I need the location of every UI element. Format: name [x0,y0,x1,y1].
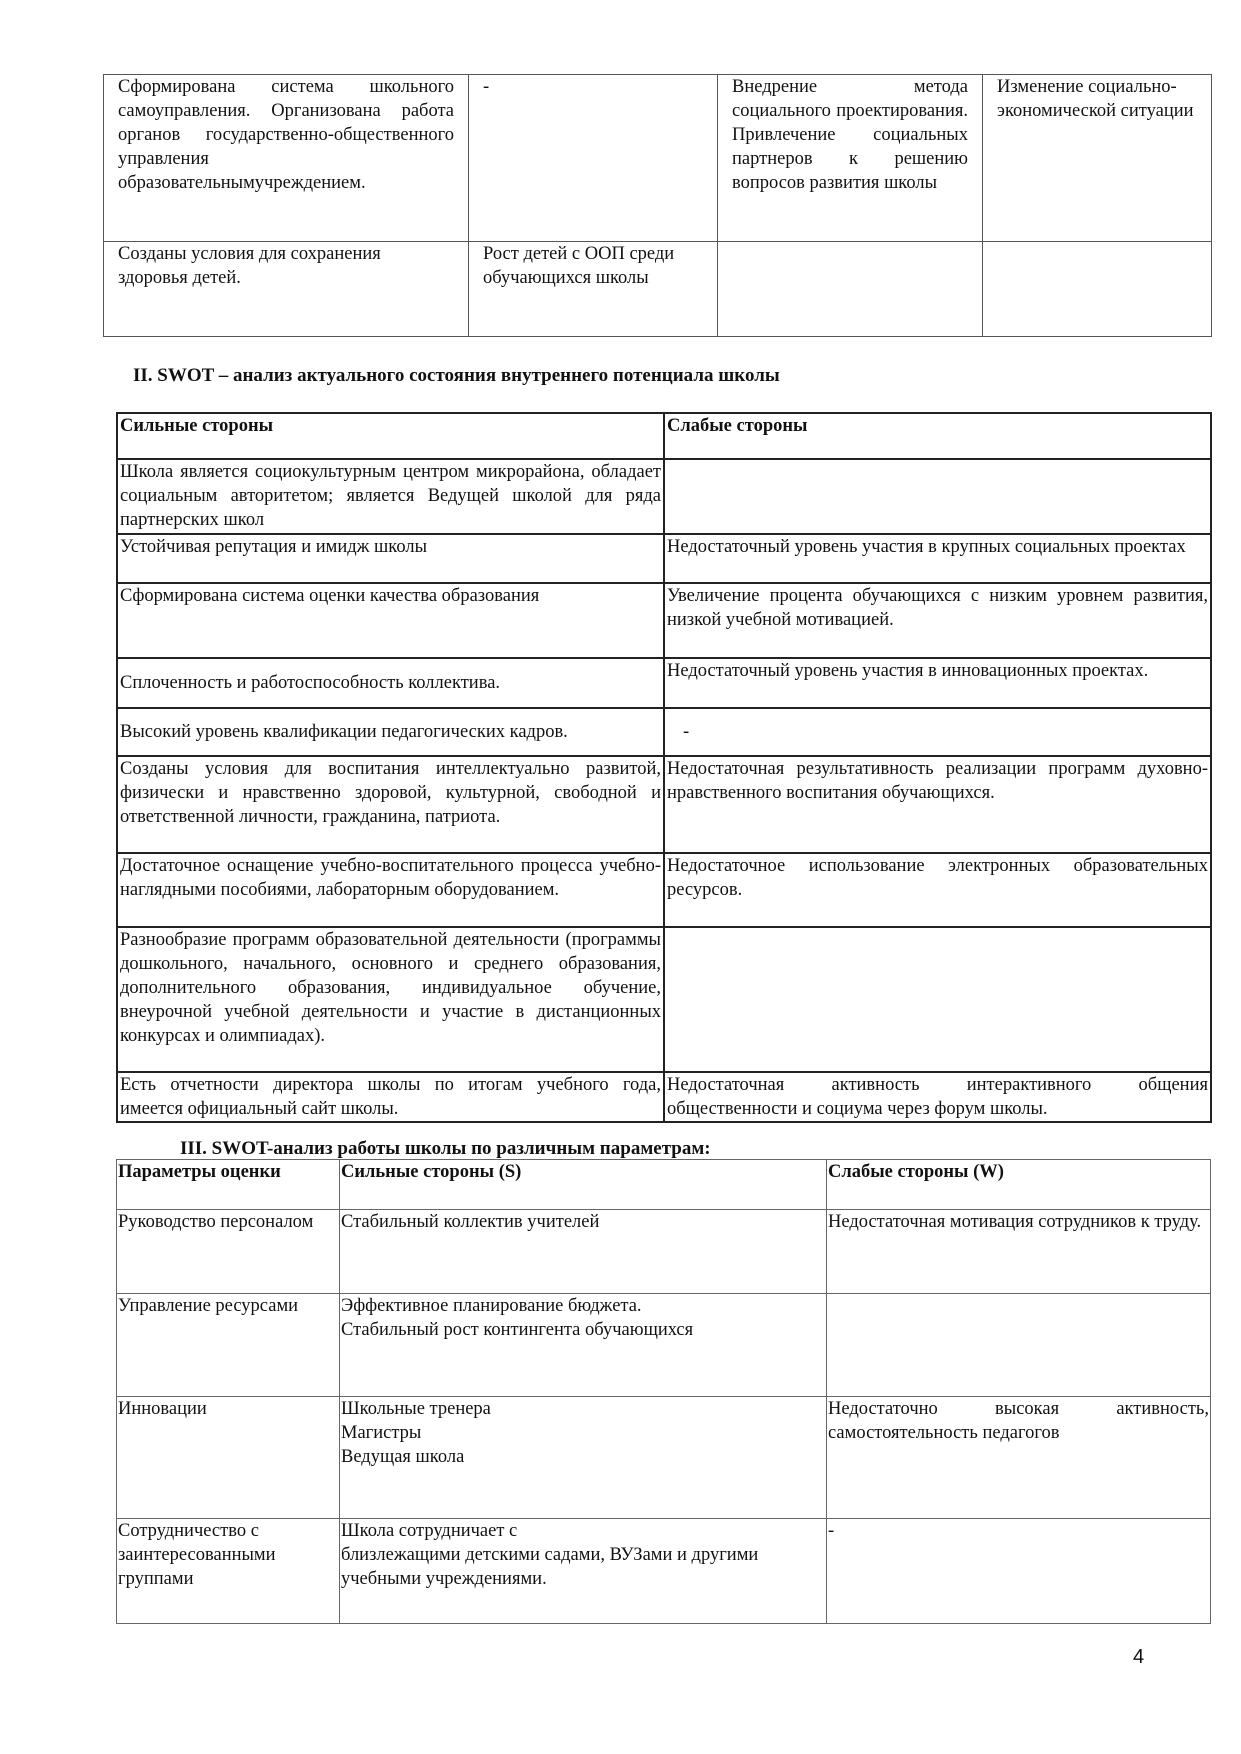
column-header: Слабые стороны [664,413,1211,459]
table-cell: Рост детей с ООП среди обучающихся школы [469,242,718,337]
weakness-cell: Недостаточно высокая активность, самостоятельность педагогов [827,1397,1211,1519]
table-row [117,708,1211,756]
table-row [104,242,1212,337]
parameter-cell: Руководство персоналом [117,1210,340,1294]
weakness-cell: Недостаточный уровень участия в инновационных проектах. [664,658,1211,708]
strength-cell: Высокий уровень квалификации педагогических кадров. [117,708,664,756]
column-header: Параметры оценки [117,1160,340,1210]
weakness-cell: - [827,1519,1211,1624]
table-cell: Созданы условия для сохранения здоровья детей. [104,242,469,337]
table-row [117,1519,1211,1624]
weakness-cell: Недостаточный уровень участия в крупных социальных проектах [664,534,1211,583]
weakness-cell [664,459,1211,534]
table-cell: - [469,75,718,242]
table-row [117,1072,1211,1122]
table-cell: Изменение социально-экономической ситуации [983,75,1212,242]
strength-cell: Школа является социокультурным центром микрорайона, обладает социальным авторитетом; является Ведущей школой для ряда партнерских школ [117,459,664,534]
table-row [117,853,1211,927]
table-row [117,1210,1211,1294]
strength-cell: Эффективное планирование бюджета. Стабильный рост контингента обучающихся [340,1294,827,1397]
strength-cell: Школьные тренера Магистры Ведущая школа [340,1397,827,1519]
strength-cell: Стабильный коллектив учителей [340,1210,827,1294]
table-row [117,927,1211,1072]
table-row [117,756,1211,853]
table-row [104,75,1212,242]
table-header-row [117,413,1211,459]
table-cell: Сформирована система школьного самоуправления. Организована работа органов государственно-общественного управления образовательнымучреждением. [104,75,469,242]
table-row [117,583,1211,658]
strength-cell: Есть отчетности директора школы по итогам учебного года, имеется официальный сайт школы. [117,1072,664,1122]
column-header: Слабые стороны (W) [827,1160,1211,1210]
parameter-cell: Сотрудничество с заинтересованными группами [117,1519,340,1624]
weakness-cell: Недостаточная мотивация сотрудников к труду. [827,1210,1211,1294]
weakness-cell [827,1294,1211,1397]
continued-table [103,74,1212,337]
table-row [117,534,1211,583]
weakness-cell: Увеличение процента обучающихся с низким уровнем развития, низкой учебной мотивацией. [664,583,1211,658]
strength-cell: Достаточное оснащение учебно-воспитательного процесса учебно-наглядными пособиями, лабораторным оборудованием. [117,853,664,927]
table-cell [983,242,1212,337]
strength-cell: Разнообразие программ образовательной деятельности (программы дошкольного, начального, основного и среднего образования, дополнительного образования, индивидуальное обучение, внеурочной учебной деятельности и участие в дистанционных конкурсах и олимпиадах). [117,927,664,1072]
swot-parameters-table [116,1159,1211,1624]
table-row [117,1397,1211,1519]
parameter-cell: Управление ресурсами [117,1294,340,1397]
table-row [117,459,1211,534]
strength-cell: Школа сотрудничает с близлежащими детскими садами, ВУЗами и другими учебными учреждениями. [340,1519,827,1624]
parameter-cell: Инновации [117,1397,340,1519]
weakness-cell: Недостаточная результативность реализации программ духовно-нравственного воспитания обучающихся. [664,756,1211,853]
table-row [117,1294,1211,1397]
weakness-cell: Недостаточная активность интерактивного общения общественности и социума через форум школы. [664,1072,1211,1122]
table-header-row [117,1160,1211,1210]
weakness-cell: - [664,708,1211,756]
weakness-cell: Недостаточное использование электронных образовательных ресурсов. [664,853,1211,927]
table-row [117,658,1211,708]
strength-cell: Устойчивая репутация и имидж школы [117,534,664,583]
strength-cell: Созданы условия для воспитания интеллектуально развитой, физически и нравственно здоровой, культурной, свободной и ответственной личности, гражданина, патриота. [117,756,664,853]
swot-internal-table [116,412,1212,1123]
column-header: Сильные стороны (S) [340,1160,827,1210]
weakness-cell [664,927,1211,1072]
section-heading: II. SWOT – анализ актуального состояния внутреннего потенциала школы [133,365,780,386]
page-number: 4 [1133,1646,1145,1668]
table-cell: Внедрение метода социального проектирования. Привлечение социальных партнеров к решению вопросов развития школы [718,75,983,242]
table-cell [718,242,983,337]
column-header: Сильные стороны [117,413,664,459]
strength-cell: Сплоченность и работоспособность коллектива. [117,658,664,708]
section-heading: III. SWOT-анализ работы школы по различным параметрам: [180,1138,711,1159]
strength-cell: Сформирована система оценки качества образования [117,583,664,658]
